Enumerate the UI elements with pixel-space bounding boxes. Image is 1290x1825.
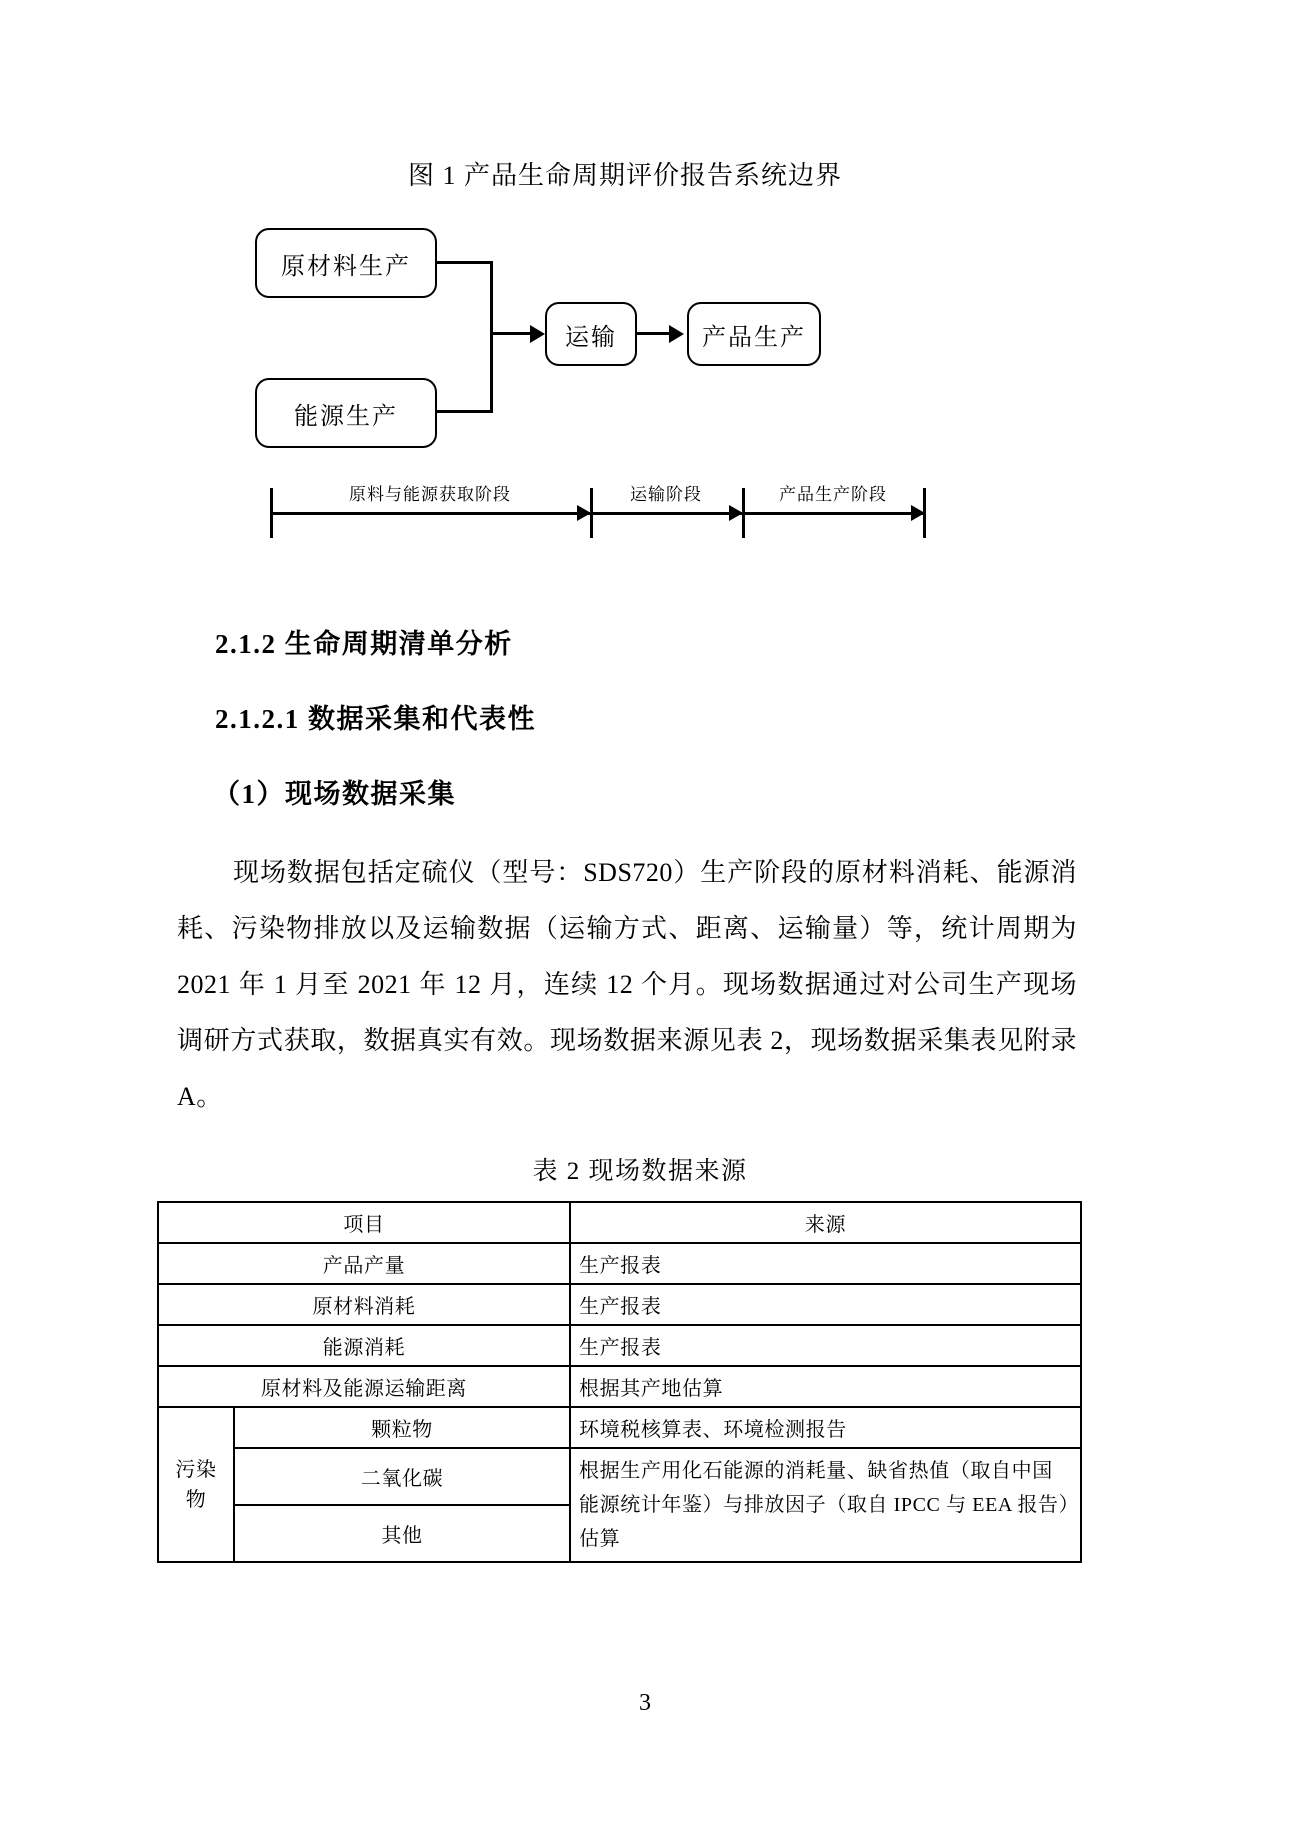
table-row (158, 1325, 1081, 1366)
table-cell-item: 二氧化碳 (234, 1448, 570, 1505)
diagram-node-product: 产品生产 (687, 302, 821, 366)
table-cell-source: 生产报表 (570, 1284, 1081, 1325)
table-caption: 表 2 现场数据来源 (532, 1158, 748, 1185)
table-cell-item: 原材料消耗 (158, 1284, 570, 1325)
item-heading: （1）现场数据采集 (213, 779, 456, 809)
table-cell-item: 原材料及能源运输距离 (158, 1366, 570, 1407)
connector-line (637, 332, 669, 335)
body-paragraph: 现场数据包括定硫仪（型号：SDS720）生产阶段的原材料消耗、能源消耗、污染物排放以及运输数据（运输方式、距离、运输量）等，统计周期为 2021 年 1 月至 2021 年 12 月，连续 12 个月。现场数据通过对公司生产现场调研方式获取，数据真实有效。现场数据来源见表 2，现场数据采集表见附录 A。 (177, 858, 1077, 1111)
table-header-row (158, 1202, 1081, 1243)
arrow-head-icon (729, 505, 743, 521)
table-cell-item: 颗粒物 (234, 1407, 570, 1448)
diagram-node-raw-material: 原材料生产 (255, 228, 437, 298)
connector-line (437, 261, 493, 264)
connector-line (437, 410, 493, 413)
diagram-node-energy: 能源生产 (255, 378, 437, 448)
table-header-source: 来源 (570, 1202, 1081, 1243)
system-boundary-diagram (255, 214, 955, 544)
table-cell-pollutant-group: 污染物 (158, 1407, 234, 1562)
page-content (155, 0, 1135, 1563)
diagram-node-transport: 运输 (545, 302, 637, 366)
table-cell-item: 产品产量 (158, 1243, 570, 1284)
arrow-head-icon (669, 325, 684, 343)
axis-line (270, 512, 925, 515)
stage-label-acquisition: 原料与能源获取阶段 (349, 485, 511, 504)
subsection-heading: 2.1.2.1 数据采集和代表性 (215, 704, 536, 734)
data-source-table (157, 1201, 1082, 1563)
axis-tick (270, 488, 273, 538)
stage-label-production: 产品生产阶段 (779, 485, 887, 504)
section-heading: 2.1.2 生命周期清单分析 (215, 629, 513, 659)
table-row-pollutant (158, 1448, 1081, 1505)
table-cell-source: 根据其产地估算 (570, 1366, 1081, 1407)
table-header-item: 项目 (158, 1202, 570, 1243)
arrow-head-icon (577, 505, 591, 521)
table-cell-source: 环境税核算表、环境检测报告 (570, 1407, 1081, 1448)
stage-axis (255, 466, 955, 538)
table-cell-source: 生产报表 (570, 1243, 1081, 1284)
table-row (158, 1284, 1081, 1325)
table-row (158, 1366, 1081, 1407)
arrow-head-icon (530, 325, 545, 343)
figure-caption: 图 1 产品生命周期评价报告系统边界 (407, 161, 842, 190)
arrow-head-icon (911, 505, 925, 521)
table-cell-item: 其他 (234, 1505, 570, 1562)
table-cell-item: 能源消耗 (158, 1325, 570, 1366)
connector-line (490, 261, 493, 413)
table-cell-source-merged: 根据生产用化石能源的消耗量、缺省热值（取自中国能源统计年鉴）与排放因子（取自 IPCC 与 EEA 报告）估算 (570, 1448, 1081, 1562)
table-row (158, 1243, 1081, 1284)
page-number: 3 (639, 1690, 651, 1716)
table-cell-source: 生产报表 (570, 1325, 1081, 1366)
table-row-pollutant (158, 1407, 1081, 1448)
connector-line (490, 332, 532, 335)
stage-label-transport: 运输阶段 (630, 485, 702, 504)
